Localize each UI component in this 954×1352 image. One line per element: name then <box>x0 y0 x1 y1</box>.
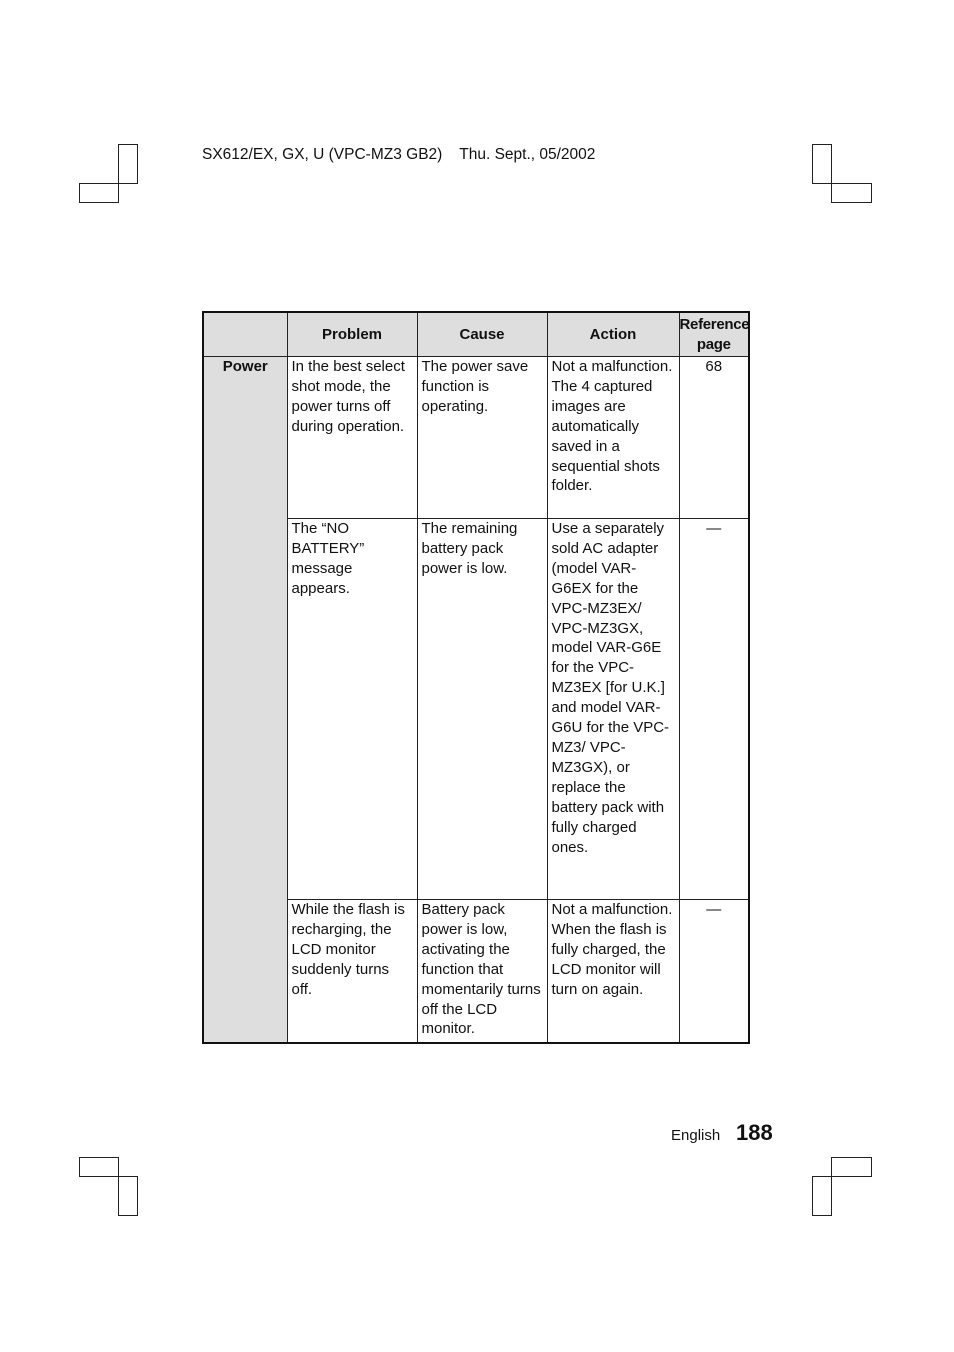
cause-cell: Battery pack power is low, activating the function that momentarily turns off the LCD monitor. <box>417 900 547 1043</box>
crop-mark-bottom-left-vertical <box>118 1176 138 1216</box>
table-row <box>203 357 749 519</box>
category-cell-power: Power <box>203 357 287 1043</box>
action-cell: Not a malfunction. When the flash is fully charged, the LCD monitor will turn on again. <box>547 900 679 1043</box>
action-cell: Use a separately sold AC adapter (model VAR-G6EX for the VPC-MZ3EX/ VPC-MZ3GX, model VAR-G6E for the VPC-MZ3EX [for U.K.] and model VAR-G6U for the VPC-MZ3/ VPC-MZ3GX), or replace the battery pack with fully charged ones. <box>547 519 679 900</box>
action-cell: Not a malfunction. The 4 captured images are automatically saved in a sequential shots folder. <box>547 357 679 519</box>
troubleshooting-table <box>202 311 750 1044</box>
problem-cell: While the flash is recharging, the LCD monitor suddenly turns off. <box>287 900 417 1043</box>
problem-cell: The “NO BATTERY” message appears. <box>287 519 417 900</box>
column-header-action: Action <box>547 312 679 357</box>
crop-mark-top-right-horizontal <box>831 183 872 203</box>
column-header-problem: Problem <box>287 312 417 357</box>
column-header-reference-page <box>679 312 749 357</box>
reference-cell: — <box>679 519 749 900</box>
page-number: 188 <box>736 1120 773 1145</box>
crop-mark-top-left-vertical <box>118 144 138 184</box>
column-header-cause: Cause <box>417 312 547 357</box>
document-header: SX612/EX, GX, U (VPC-MZ3 GB2) Thu. Sept., 05/2002 <box>202 146 596 163</box>
crop-mark-bottom-left-horizontal <box>79 1157 119 1177</box>
reference-header-line-2: page <box>696 335 731 353</box>
crop-mark-bottom-right-vertical <box>812 1176 832 1216</box>
footer-language: English <box>671 1127 721 1144</box>
column-header-category <box>203 312 287 357</box>
crop-mark-top-left-horizontal <box>79 183 119 203</box>
reference-header-line-1: Reference <box>679 315 750 333</box>
reference-cell: — <box>679 900 749 1043</box>
problem-cell: In the best select shot mode, the power turns off during operation. <box>287 357 417 519</box>
table-header-row <box>203 312 749 357</box>
crop-mark-bottom-right-horizontal <box>831 1157 872 1177</box>
cause-cell: The remaining battery pack power is low. <box>417 519 547 900</box>
cause-cell: The power save function is operating. <box>417 357 547 519</box>
crop-mark-top-right-vertical <box>812 144 832 184</box>
reference-cell: 68 <box>679 357 749 519</box>
